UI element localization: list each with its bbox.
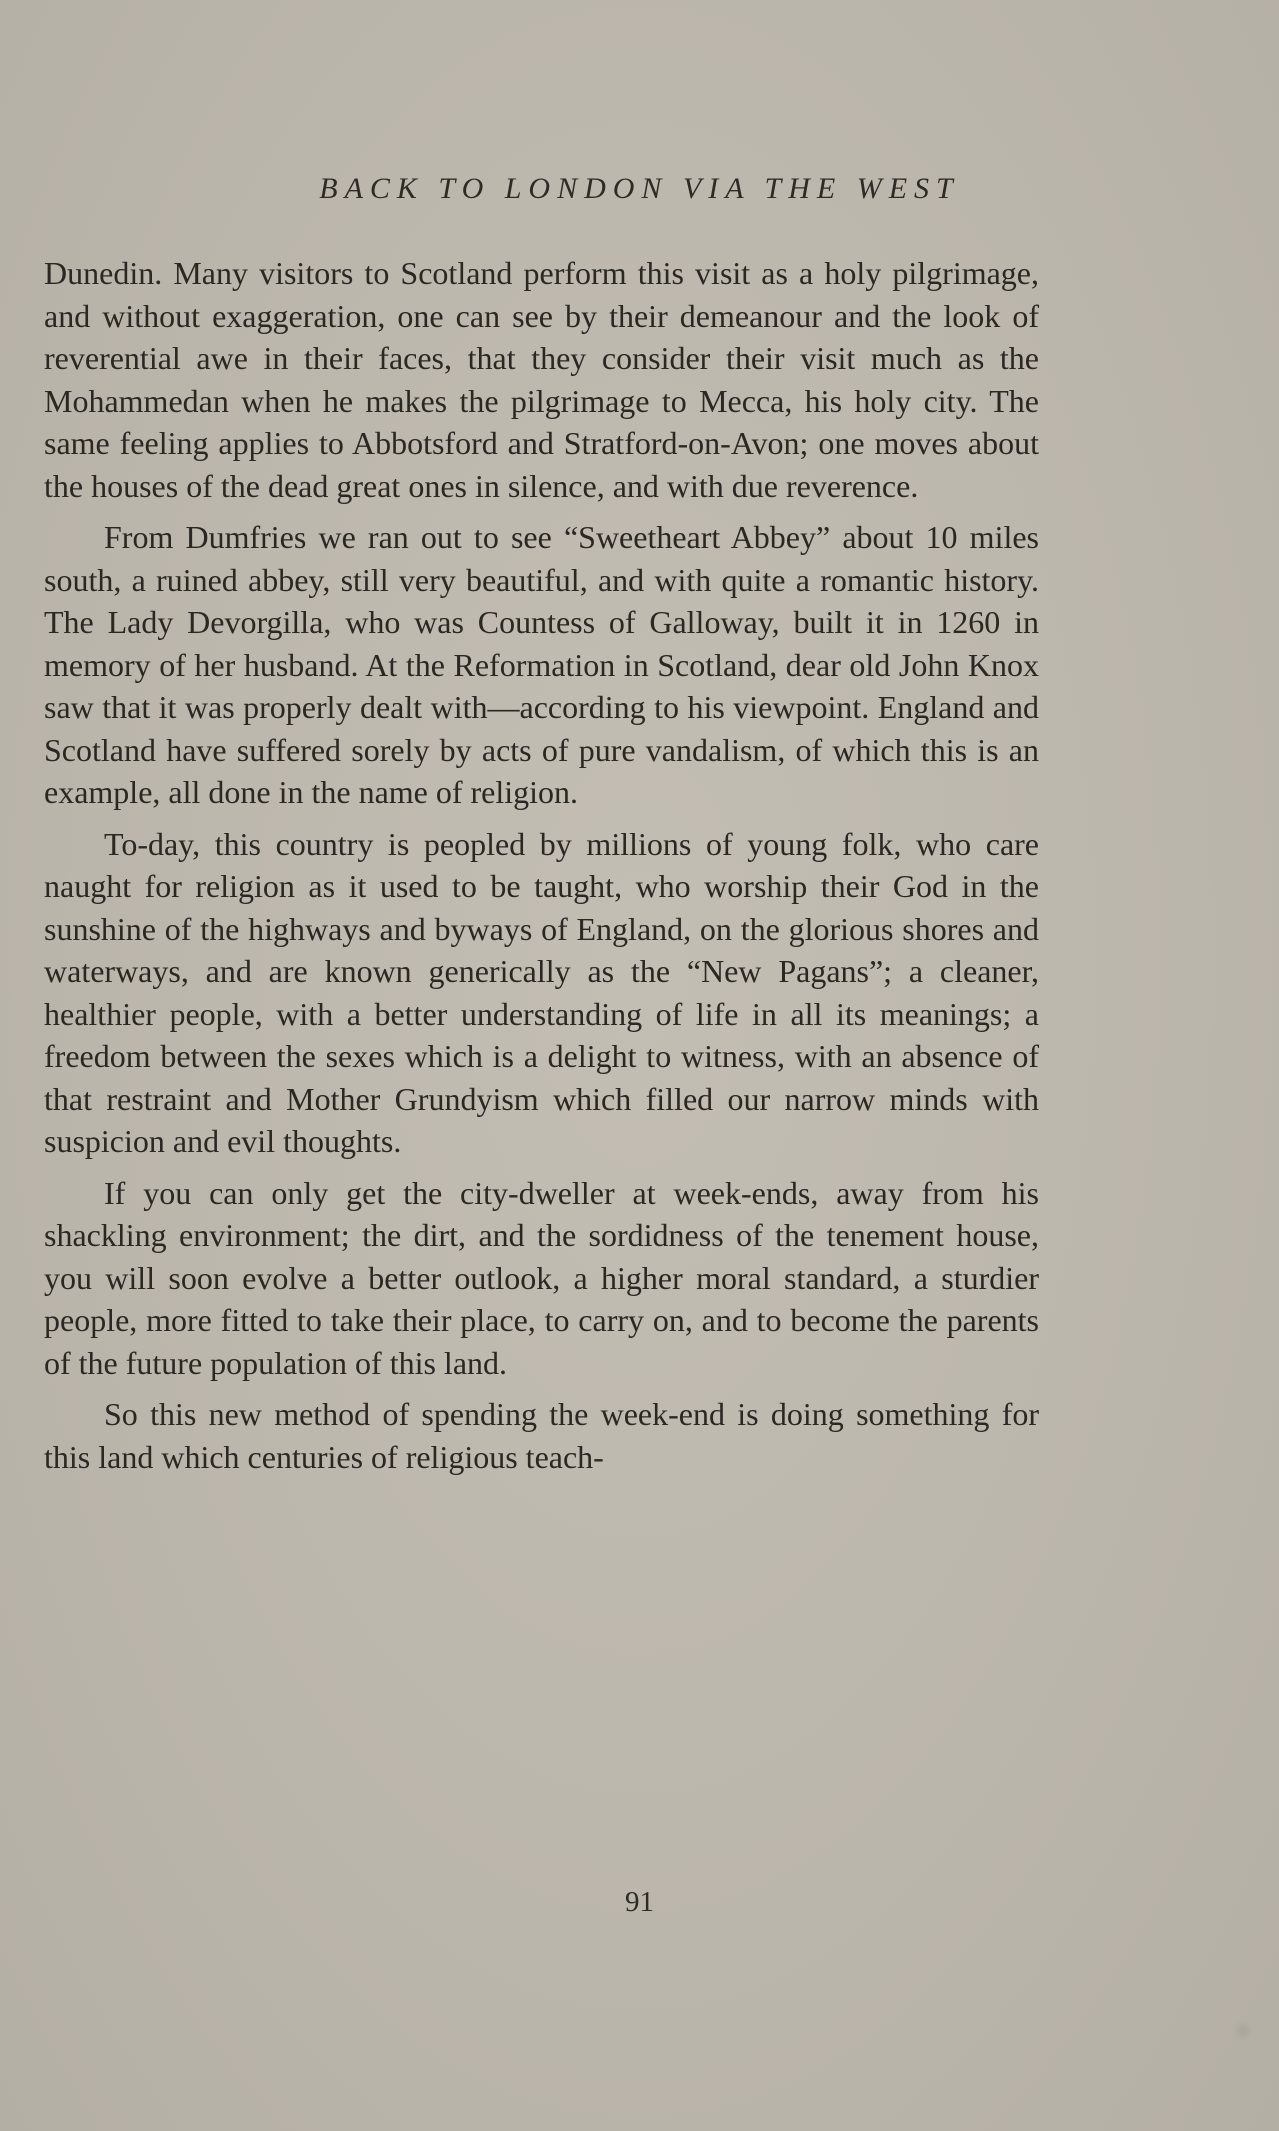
page-number: 91 [625,1886,654,1918]
body-text [44,252,1039,1478]
paragraph-5: So this new method of spending the week-end is doing something for this land which centuries of religious teach- [44,1396,1039,1475]
paragraph-1: Dunedin. Many visitors to Scotland perform this visit as a holy pilgrimage, and without exaggeration, one can see by their demeanour and the look of reverential awe in their faces, that they consider their visit much as the Mohammedan when he makes the pilgrimage to Mecca, his holy city. The same feeling applies to Abbotsford and Stratford-on-Avon; one moves about the houses of the dead great ones in silence, and with due reverence. [44,255,1039,504]
paragraph-4: If you can only get the city-dweller at week-ends, away from his shackling environment; the dirt, and the sordidness of the tenement house, you will soon evolve a better outlook, a higher moral standard, a sturdier people, more fitted to take their place, to carry on, and to become the parents of the future population of this land. [44,1174,1039,1381]
paper-spot [1232,2020,1254,2042]
running-head: BACK TO LONDON VIA THE WEST [319,172,960,205]
paragraph-2: From Dumfries we ran out to see “Sweetheart Abbey” about 10 miles south, a ruined abbey, still very beautiful, and with quite a romantic history. The Lady Devorgilla, who was Countess of Galloway, built it in 1260 in memory of her husband. At the Reformation in Scotland, dear old John Knox saw that it was properly dealt with—according to his viewpoint. England and Scotland have suffered sorely by acts of pure vandalism, of which this is an example, all done in the name of religion. [44,519,1039,810]
paragraph-3: To-day, this country is peopled by millions of young folk, who care naught for religion as it used to be taught, who worship their God in the sunshine of the highways and byways of England, on the glorious shores and waterways, and are known generically as the “New Pagans”; a cleaner, healthier people, with a better understanding of life in all its meanings; a freedom between the sexes which is a delight to witness, with an absence of that restraint and Mother Grundyism which filled our narrow minds with suspicion and evil thoughts. [44,825,1039,1159]
